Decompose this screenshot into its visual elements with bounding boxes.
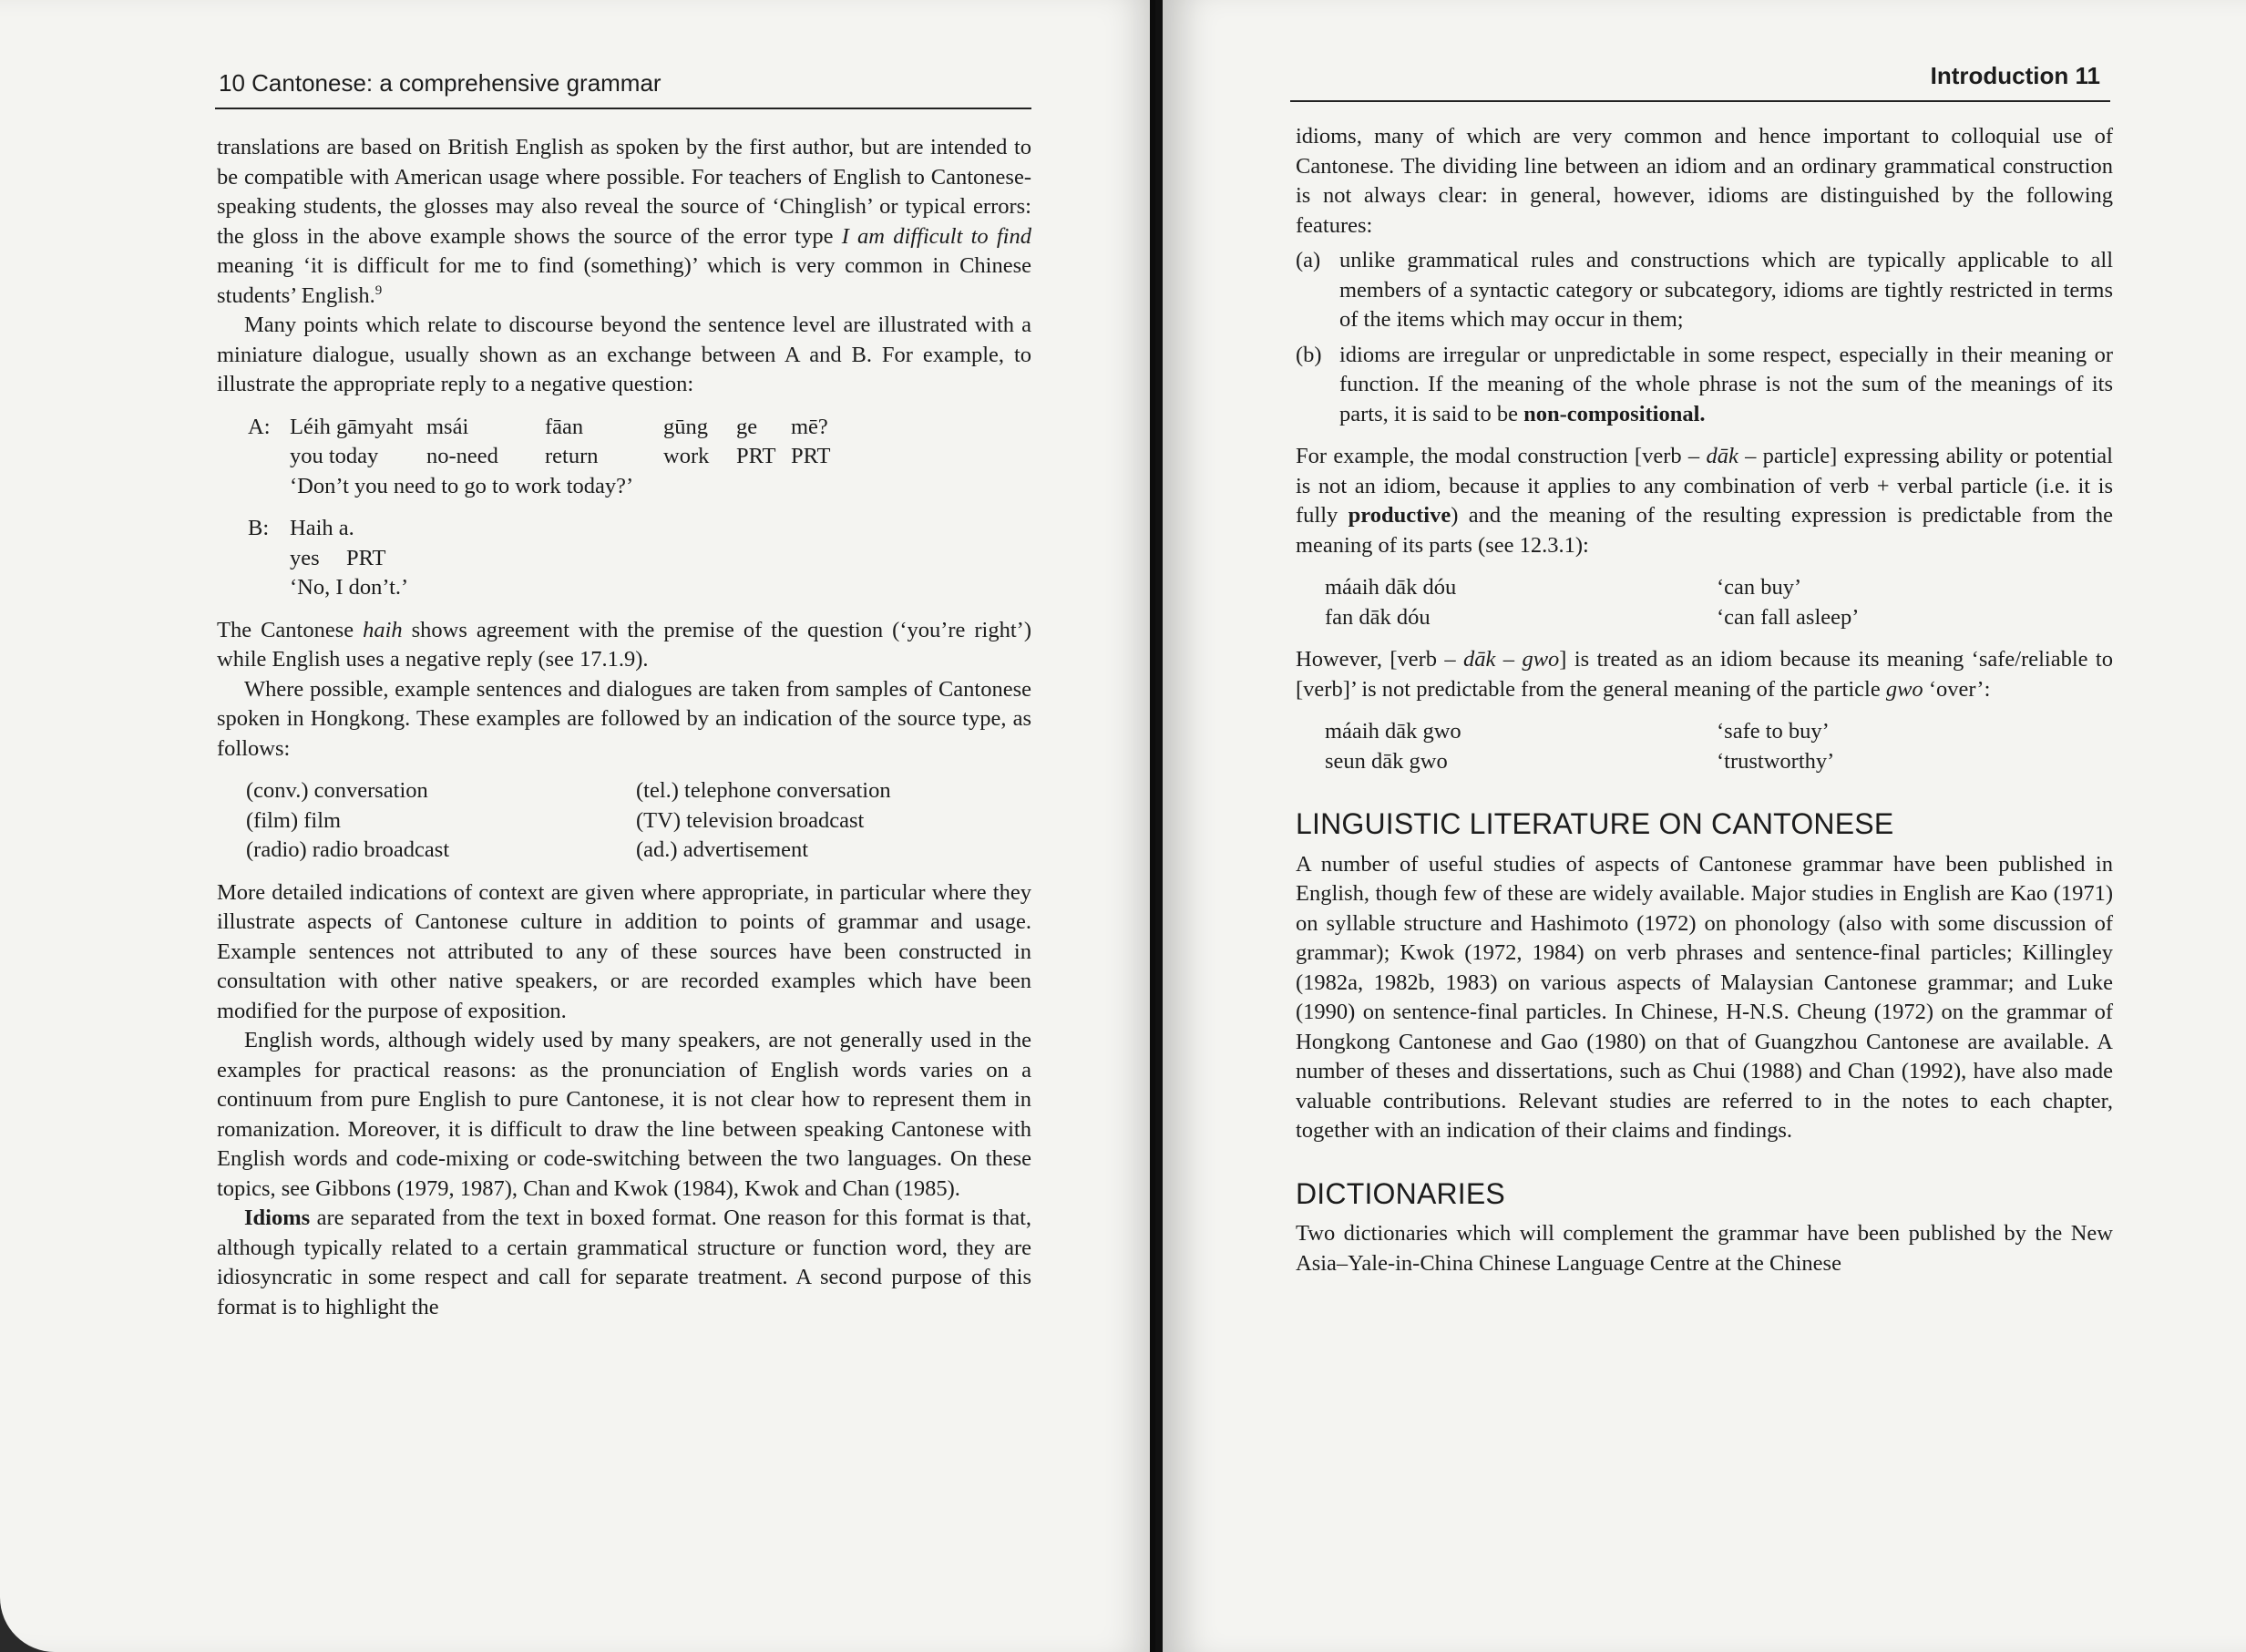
gloss: no-need xyxy=(426,444,498,468)
text-span: – xyxy=(1495,647,1523,672)
list-item xyxy=(1296,341,2113,430)
paragraph xyxy=(217,616,1031,675)
section-heading-dictionaries: DICTIONARIES xyxy=(1296,1176,1505,1210)
text-span: The Cantonese xyxy=(217,617,364,642)
list-label: (b) xyxy=(1296,342,1322,367)
example-phrase: fan dāk dóu xyxy=(1325,604,1431,630)
list-label: (a) xyxy=(1296,248,1321,272)
gloss-line xyxy=(290,544,1031,574)
source-type: (conv.) conversation xyxy=(246,778,428,803)
paragraph: More detailed indications of context are given where appropriate, in particular where they illustrate aspects of Cantonese culture in addition to points of grammar and usage. Example sentences not attributed to any of these sources have been constructed in consultation with other native speakers, or are recorded examples which have been modified for the purpose of exposition. xyxy=(217,879,1031,1023)
speaker-label: A: xyxy=(248,414,271,439)
paragraph xyxy=(217,1204,1031,1322)
bold-term: non-compositional. xyxy=(1523,401,1706,426)
word: mē? xyxy=(791,414,828,439)
gloss: PRT xyxy=(791,444,831,468)
gloss: PRT xyxy=(736,444,776,468)
romanized-line: Haih a. xyxy=(290,516,354,540)
right-header-rule xyxy=(1290,100,2110,102)
example-meaning: ‘can buy’ xyxy=(1717,575,1802,600)
right-page-content xyxy=(1296,122,2113,1278)
left-page-content xyxy=(217,133,1031,1322)
dialogue-example-b xyxy=(248,514,1031,603)
text-span: idioms are irregular or unpredictable in some respect, especially in their meaning or function. If the meaning of the whole phrase is not the sum of the meanings of its parts, it is said to be xyxy=(1339,342,2113,426)
list-item xyxy=(1296,246,2113,335)
left-running-head: 10 Cantonese: a comprehensive grammar xyxy=(219,69,661,97)
word: Léih gāmyaht xyxy=(290,414,414,439)
example-meaning: ‘trustworthy’ xyxy=(1717,748,1835,774)
source-type: (TV) television broadcast xyxy=(636,807,865,833)
paragraph xyxy=(1296,442,2113,560)
example-phrase: máaih dāk gwo xyxy=(1325,719,1461,744)
paragraph xyxy=(1296,645,2113,704)
gloss: you today xyxy=(290,444,379,468)
word: gūng xyxy=(663,414,708,439)
word: fāan xyxy=(545,414,584,439)
translation-line: ‘No, I don’t.’ xyxy=(290,575,409,600)
italic-text: I am difficult to find xyxy=(841,223,1031,249)
source-type: (radio) radio broadcast xyxy=(246,837,450,862)
text-span: ] is treated as an idiom because its meaning ‘safe/reliable to [verb]’ is not predictable from the general meaning of the particle xyxy=(1296,647,2113,702)
text-span: are separated from the text in boxed format. One reason for this format is that, although typically related to a certain grammatical structure or function word, they are idiosyncratic in some respect and call for separate treatment. A second purpose of this format is to highlight the xyxy=(217,1206,1031,1319)
source-type: (ad.) advertisement xyxy=(636,837,809,862)
source-type-list xyxy=(246,776,1031,866)
italic-text: haih xyxy=(363,617,403,642)
text-span: meaning ‘it is difficult for me to find (something)’ which is very common in Chinese students’ English. xyxy=(217,253,1031,308)
example-list-can xyxy=(1325,573,2113,632)
example-phrase: máaih dāk dóu xyxy=(1325,575,1457,600)
example-meaning: ‘can fall asleep’ xyxy=(1717,604,1860,630)
paragraph: Where possible, example sentences and dialogues are taken from samples of Cantonese spoken in Hongkong. These examples are followed by an indication of the source type, as follows: xyxy=(217,676,1031,761)
list-text xyxy=(1339,341,2113,430)
text-span: – particle] expressing ability or potential is not an idiom, because it applies to any combination of verb + verbal particle (i.e. it is fully xyxy=(1296,444,2113,528)
romanized-line xyxy=(290,413,1031,443)
right-page xyxy=(1155,0,2246,1652)
source-type: (tel.) telephone conversation xyxy=(636,778,891,803)
italic-text: gwo xyxy=(1522,647,1560,672)
italic-text: dāk xyxy=(1706,444,1738,468)
example-list-safe xyxy=(1325,717,2113,776)
example-meaning: ‘safe to buy’ xyxy=(1717,719,1830,744)
italic-text: gwo xyxy=(1885,676,1923,702)
word: msái xyxy=(426,414,469,439)
paragraph: idioms, many of which are very common and hence important to colloquial use of Cantonese. The dividing line between an idiom and an ordinary grammatical construction is not always clear: in general, however, idioms are distinguished by the following features: xyxy=(1296,124,2113,238)
text-span: For example, the modal construction [verb – xyxy=(1296,444,1707,468)
paragraph: A number of useful studies of aspects of Cantonese grammar have been published in English, though few of these are widely available. Major studies in English are Kao (1971) on syllable structure and Hashimoto (1972) on phonology (also with some discussion of grammar); Kwok (1972, 1984) on verb phrases and sentence-final particles; Killingley (1982a, 1982b, 1983) on various aspects of Malaysian Cantonese grammar; and Luke (1990) on sentence-final particles. In Chinese, H-N.S. Cheung (1972) on the grammar of Hongkong Cantonese and Gao (1980) on that of Guangzhou Cantonese are available. A number of theses and dissertations, such as Chui (1988) and Chan (1992), have also made valuable contributions. Relevant studies are referred to in the notes to each chapter, together with an indication of their claims and findings. xyxy=(1296,851,2113,1143)
bold-term: productive xyxy=(1348,503,1451,528)
gloss: work xyxy=(663,444,710,468)
paragraph: Two dictionaries which will complement the grammar have been published by the New Asia–Yale-in-China Chinese Language Centre at the Chinese xyxy=(1296,1221,2113,1276)
text-span: shows agreement with the premise of the question (‘you’re right’) while English uses a negative reply (see 17.1.9). xyxy=(217,617,1031,672)
speaker-label: B: xyxy=(248,516,270,540)
text-span: ) and the meaning of the resulting expression is predictable from the meaning of its parts (see 12.3.1): xyxy=(1296,503,2113,558)
right-running-head: Introduction 11 xyxy=(1930,62,2100,89)
italic-text: dāk xyxy=(1463,647,1496,672)
bold-term: Idioms xyxy=(244,1206,311,1230)
gloss: PRT xyxy=(346,545,386,570)
translation-line: ‘Don’t you need to go to work today?’ xyxy=(290,473,634,498)
text-span: translations are based on British English as spoken by the first author, but are intended to be compatible with American usage where possible. For teachers of English to Cantonese-speaking students, the glosses may also reveal the source of ‘Chinglish’ or typical errors: the gloss in the above example shows the source of the error type xyxy=(217,135,1031,249)
word: ge xyxy=(736,414,758,439)
paragraph: Many points which relate to discourse beyond the sentence level are illustrated with a miniature dialogue, usually shown as an exchange between A and B. For example, to illustrate the appropriate reply to a negative question: xyxy=(217,313,1031,396)
text-span: However, [verb – xyxy=(1296,647,1464,672)
paragraph xyxy=(217,133,1031,311)
text-span: ‘over’: xyxy=(1923,676,1991,702)
list-text: unlike grammatical rules and constructions which are typically applicable to all members of a syntactic category or subcategory, idioms are tightly restricted in terms of the items which may occur in them; xyxy=(1339,248,2113,332)
gloss: return xyxy=(545,444,599,468)
example-phrase: seun dāk gwo xyxy=(1325,748,1448,774)
gloss-line xyxy=(290,442,1031,472)
paragraph: English words, although widely used by many speakers, are not generally used in the examples for practical reasons: as the pronunciation of English words varies on a continuum from pure English to pure Cantonese, it is not clear how to represent them in romanization. Moreover, it is difficult to draw the line between speaking Cantonese with English words and code-mixing or code-switching between the two languages. On these topics, see Gibbons (1979, 1987), Chan and Kwok (1984), Kwok and Chan (1985). xyxy=(217,1028,1031,1201)
left-header-rule xyxy=(215,108,1031,109)
footnote-marker: 9 xyxy=(374,282,383,298)
gloss: yes xyxy=(290,545,320,570)
source-type: (film) film xyxy=(246,807,342,833)
dialogue-example-a xyxy=(248,413,1031,502)
section-heading-literature: LINGUISTIC LITERATURE ON CANTONESE xyxy=(1296,807,1894,840)
